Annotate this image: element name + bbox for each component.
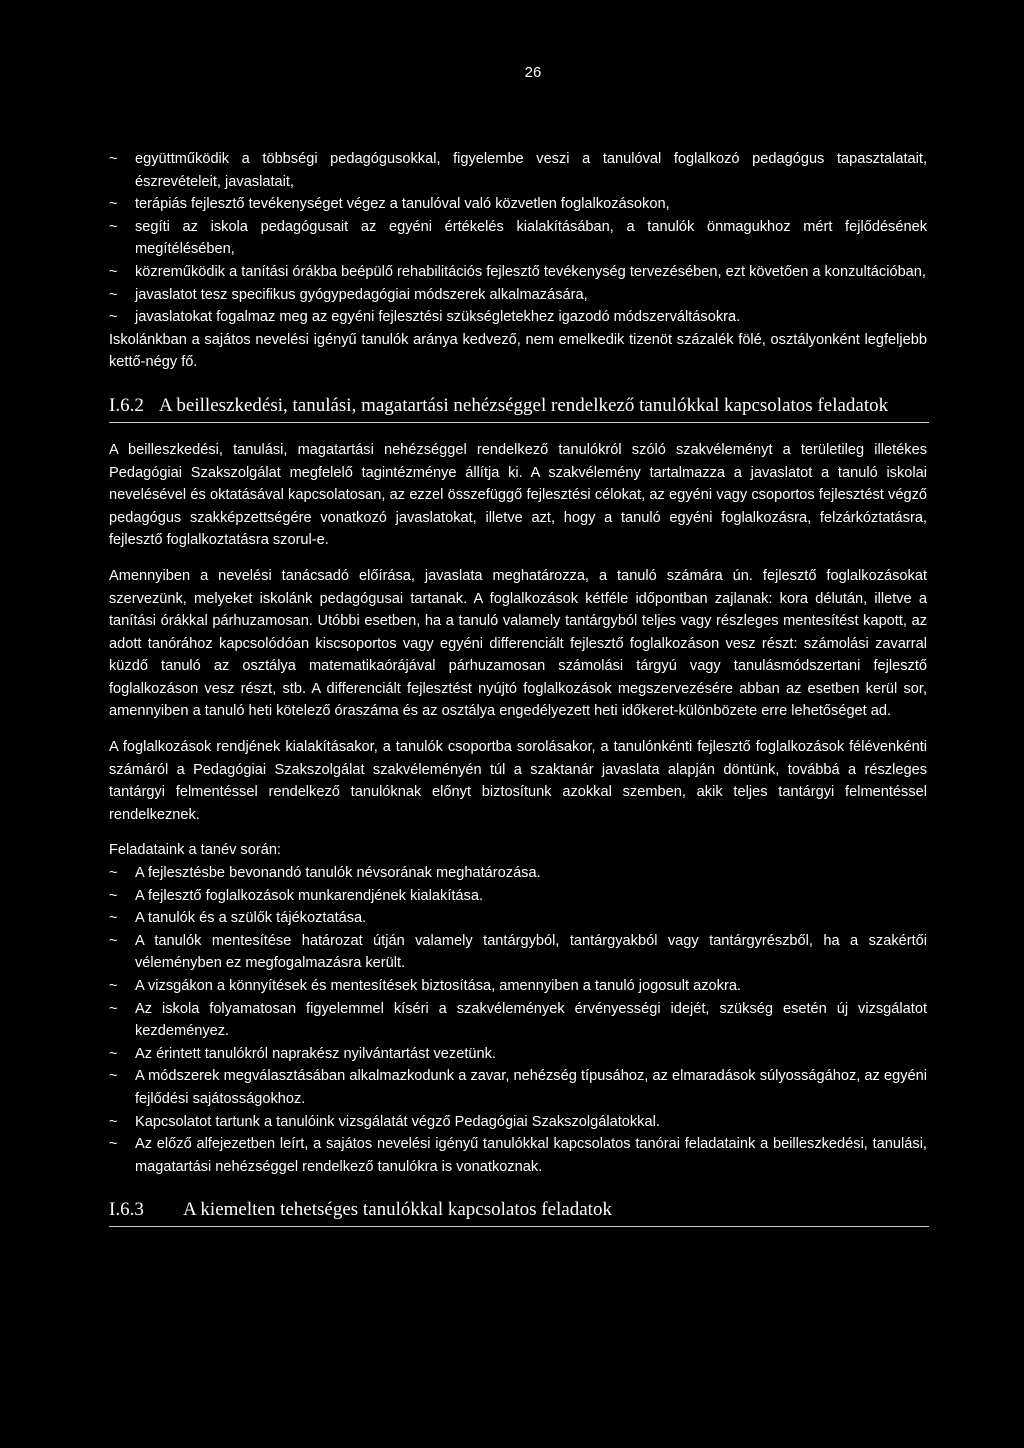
- list-item: ~ Az előző alfejezetben leírt, a sajátos nevelési igényű tanulókkal kapcsolatos tanórai feladataink a beilleszkedési, tanulási, magatartási nehézséggel rendelkező tanulókra is vonatkoznak.: [109, 1133, 927, 1178]
- tasks-intro: Feladataink a tanév során:: [109, 842, 281, 859]
- section-title: A kiemelten tehetséges tanulókkal kapcsolatos feladatok: [183, 1199, 612, 1221]
- special-educator-duties-list: [109, 148, 927, 329]
- list-item: ~ együttműködik a többségi pedagógusokkal, figyelembe veszi a tanulóval foglalkozó pedagógus tapasztalatait, észrevételeit, javaslatait,: [109, 148, 927, 193]
- list-item: ~ A fejlesztő foglalkozások munkarendjének kialakítása.: [109, 885, 927, 908]
- paragraph-school-ratio: Iskolánkban a sajátos nevelési igényű tanulók aránya kedvező, nem emelkedik tizenöt százalék fölé, osztályonként legfeljebb kettő-négy fő.: [109, 331, 927, 371]
- paragraph-expert-opinion: A beilleszkedési, tanulási, magatartási nehézséggel rendelkező tanulókról szóló szakvéleményt a területileg illetékes Pedagógiai Szakszolgálat megfelelő tagintézménye állítja ki. A szakvélemény tartalmazza a javaslatot a tanuló iskolai nevelésével és oktatásával kapcsolatosan, az ezzel összefüggő fejlesztési célokat, az egyéni vagy csoportos fejlesztést végző pedagógus szakképzettségére vonatkozó javaslatokat, illetve azt, hogy a tanuló egyéni foglalkozásra, felzárkóztatásra, fejlesztő foglalkoztatásra szorul-e.: [109, 441, 927, 549]
- list-item: ~ javaslatot tesz specifikus gyógypedagógiai módszerek alkalmazására,: [109, 284, 927, 307]
- tasks-list: [109, 862, 927, 1178]
- list-item: ~ A tanulók és a szülők tájékoztatása.: [109, 907, 927, 930]
- section-title: A beilleszkedési, tanulási, magatartási nehézséggel rendelkező tanulókkal kapcsolatos feladatok: [159, 394, 889, 416]
- list-item: ~ A módszerek megválasztásában alkalmazkodunk a zavar, nehézség típusához, az elmaradások súlyosságához, az egyéni fejlődési sajátosságokhoz.: [109, 1065, 927, 1110]
- section-number: I.6.2: [109, 394, 144, 416]
- section-heading-1-6-3: [109, 1198, 929, 1227]
- list-item: ~ A fejlesztésbe bevonandó tanulók névsorának meghatározása.: [109, 862, 927, 885]
- paragraph-development-sessions: Amennyiben a nevelési tanácsadó előírása, javaslata meghatározza, a tanuló számára ún. fejlesztő foglalkozásokat szervezünk, melyeket iskolánk pedagógusai tartanak. A foglalkozások kétféle időpontban zajlanak: kora délután, illetve a tanítási órákkal párhuzamosan. Utóbbi esetben, ha a tanuló valamely tantárgyból teljes vagy részleges mentesítést kapott, az adott tanórához kapcsolódóan kiscsoportos vagy egyéni differenciált fejlesztő foglalkozáson vesz részt: számolási zavarral küzdő tanuló az osztálya matematikaórájával párhuzamosan számolási tárgyú vagy tanulásmódszertani fejlesztő foglalkozáson vesz részt, stb. A differenciált fejlesztést nyújtó foglalkozások megszervezésére abban az esetben kerül sor, amennyiben a tanuló heti kötelező óraszáma és az osztálya engedélyezett heti időkeret-különbözete erre lehetőséget ad.: [109, 567, 927, 720]
- section-heading-1-6-2: [109, 394, 929, 423]
- list-item: ~ A vizsgákon a könnyítések és mentesítések biztosítása, amennyiben a tanuló jogosult azokra.: [109, 975, 927, 998]
- paragraph-session-order: A foglalkozások rendjének kialakításakor, a tanulók csoportba sorolásakor, a tanulónkénti fejlesztő foglalkozások félévenkénti számáról a Pedagógiai Szakszolgálat szakvéleményén túl a szaktanár javaslata alapján döntünk, továbbá a részleges tantárgyi felmentéssel rendelkező tanulóknak előnyt biztosítunk azokkal szemben, akik teljes tantárgyi felmentéssel rendelkeznek.: [109, 739, 927, 823]
- list-item: ~ Kapcsolatot tartunk a tanulóink vizsgálatát végző Pedagógiai Szakszolgálatokkal.: [109, 1111, 927, 1134]
- list-item: ~ Az érintett tanulókról naprakész nyilvántartást vezetünk.: [109, 1043, 927, 1066]
- page-number: 26: [524, 64, 542, 81]
- list-item: ~ közreműködik a tanítási órákba beépülő rehabilitációs fejlesztő tevékenység tervezésében, ezt követően a konzultációban,: [109, 261, 927, 284]
- list-item: ~ A tanulók mentesítése határozat útján valamely tantárgyból, tantárgyakból vagy tantárgyrészből, ha a szakértői véleményben ez megfogalmazásra került.: [109, 930, 927, 975]
- section-number: I.6.3: [109, 1199, 144, 1221]
- list-item: ~ segíti az iskola pedagógusait az egyéni értékelés kialakításában, a tanulók önmagukhoz mért fejlődésének megítélésében,: [109, 216, 927, 261]
- list-item: ~ javaslatokat fogalmaz meg az egyéni fejlesztési szükségletekhez igazodó módszerváltásokra.: [109, 306, 927, 329]
- document-body: [109, 148, 927, 1227]
- list-item: ~ Az iskola folyamatosan figyelemmel kíséri a szakvélemények érvényességi idejét, szükség esetén új vizsgálatot kezdeményez.: [109, 998, 927, 1043]
- list-item: ~ terápiás fejlesztő tevékenységet végez a tanulóval való közvetlen foglalkozásokon,: [109, 193, 927, 216]
